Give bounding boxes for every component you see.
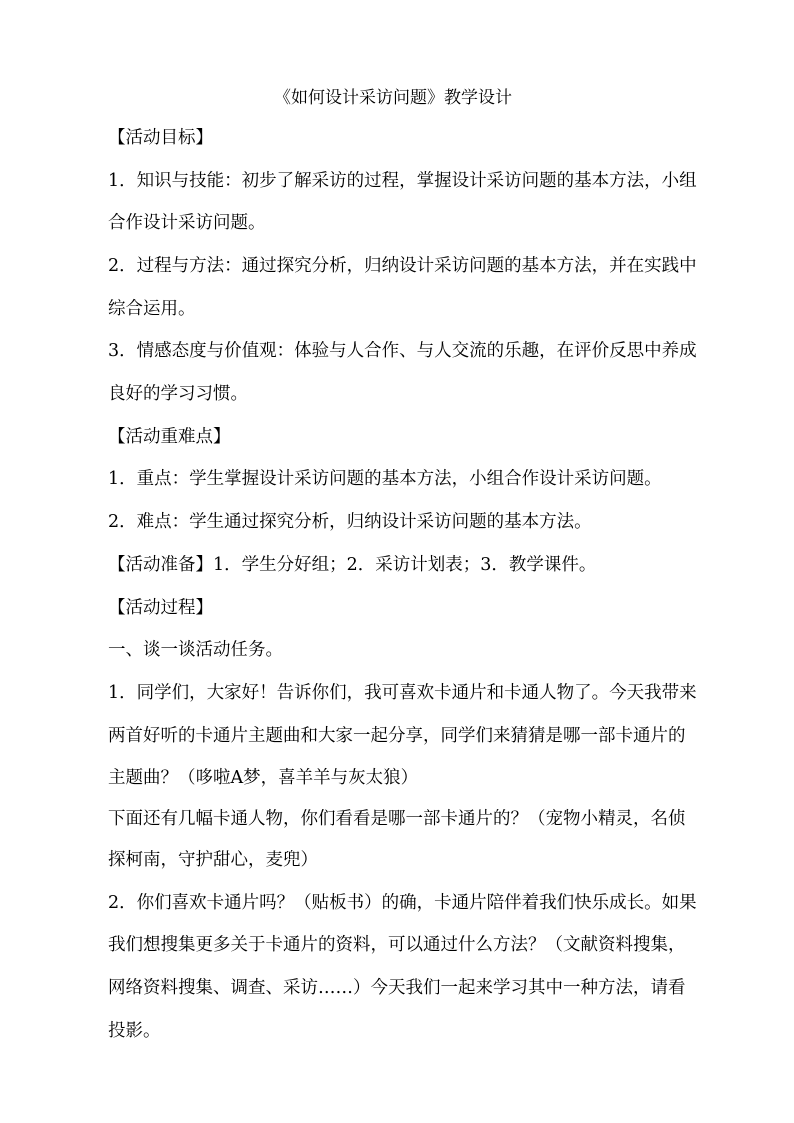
paragraph-line: 综合运用。 — [108, 299, 196, 319]
paragraph-line: 两首好听的卡通片主题曲和大家一起分享，同学们来猜猜是哪一部卡通片的 — [108, 726, 686, 746]
paragraph-line: 投影。 — [108, 1021, 161, 1041]
section-heading-goals: 【活动目标】 — [108, 128, 213, 148]
section-heading-process: 【活动过程】 — [108, 598, 213, 618]
paragraph-line: 3．情感态度与价值观：体验与人合作、与人交流的乐趣，在评价反思中养成 — [108, 341, 697, 361]
paragraph-line: 网络资料搜集、调查、采访……）今天我们一起来学习其中一种方法，请看 — [108, 978, 686, 998]
paragraph-line: 我们想搜集更多关于卡通片的资料，可以通过什么方法？（文献资料搜集， — [108, 935, 686, 955]
document-title: 《如何设计采访问题》教学设计 — [274, 88, 512, 108]
paragraph-line: 一、谈一谈活动任务。 — [108, 640, 283, 660]
paragraph-line: 良好的学习习惯。 — [108, 384, 248, 404]
paragraph-line: 2．过程与方法：通过探究分析，归纳设计采访问题的基本方法，并在实践中 — [108, 256, 697, 276]
paragraph-line: 1．重点：学生掌握设计采访问题的基本方法，小组合作设计采访问题。 — [108, 469, 662, 489]
paragraph-line: 1．同学们，大家好！告诉你们，我可喜欢卡通片和卡通人物了。今天我带来 — [108, 683, 697, 703]
paragraph-line: 主题曲？（哆啦A梦，喜羊羊与灰太狼） — [108, 768, 419, 788]
paragraph-line: 下面还有几幅卡通人物，你们看看是哪一部卡通片的？（宠物小精灵，名侦 — [108, 809, 686, 829]
paragraph-line: 2．难点：学生通过探究分析，归纳设计采访问题的基本方法。 — [108, 512, 592, 532]
paragraph-line: 合作设计采访问题。 — [108, 213, 266, 233]
section-heading-key-points: 【活动重难点】 — [108, 427, 231, 447]
paragraph-line: 1．知识与技能：初步了解采访的过程，掌握设计采访问题的基本方法，小组 — [108, 171, 697, 191]
section-heading-preparation: 【活动准备】1．学生分好组；2．采访计划表；3．教学课件。 — [108, 555, 597, 575]
paragraph-line: 2．你们喜欢卡通片吗？（贴板书）的确，卡通片陪伴着我们快乐成长。如果 — [108, 893, 697, 913]
paragraph-line: 探柯南，守护甜心，麦兜） — [108, 850, 318, 870]
